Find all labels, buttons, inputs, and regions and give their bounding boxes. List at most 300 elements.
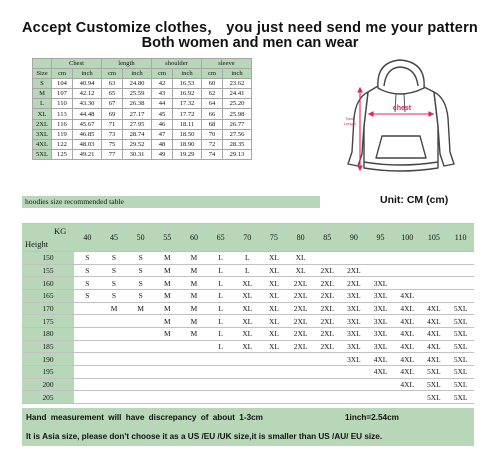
grid-cell: [154, 365, 181, 378]
size-chart-cell: 71: [102, 119, 123, 129]
size-chart-row: [33, 119, 252, 129]
grid-cell: 4XL: [394, 340, 421, 353]
grid-cell: XL: [261, 264, 288, 277]
size-chart-cell: 65: [102, 89, 123, 99]
size-chart-size: 4XL: [33, 139, 52, 149]
grid-cell: 4XL: [394, 302, 421, 315]
grid-cell: 2XL: [287, 340, 314, 353]
grid-cell: [181, 378, 208, 391]
kg-header-65: 65: [207, 224, 234, 252]
grid-cell: S: [74, 252, 101, 265]
grid-cell: 5XL: [447, 302, 474, 315]
kg-header-85: 85: [314, 224, 341, 252]
kg-header-45: 45: [101, 224, 128, 252]
grid-cell: M: [181, 277, 208, 290]
grid-cell: [127, 340, 154, 353]
grid-cell: XL: [287, 264, 314, 277]
grid-cell: S: [101, 264, 128, 277]
size-chart-unit: inch: [223, 69, 252, 79]
size-chart-cell: 67: [102, 99, 123, 109]
grid-cell: 4XL: [367, 365, 394, 378]
grid-cell: [287, 353, 314, 366]
size-chart-cell: 72: [202, 139, 223, 149]
grid-cell: 4XL: [421, 315, 448, 328]
grid-cell: L: [234, 252, 261, 265]
size-chart-cell: 68: [202, 119, 223, 129]
size-chart-cell: 66: [202, 109, 223, 119]
grid-cell: [154, 340, 181, 353]
size-chart-cell: 42: [152, 79, 173, 89]
size-chart-cell: 40.94: [73, 79, 102, 89]
grid-cell: [447, 252, 474, 265]
grid-cell: S: [74, 264, 101, 277]
note-measurement: Hand measurement will have discrepancy of about 1-3cm: [26, 413, 263, 422]
size-chart-cell: 28.35: [223, 139, 252, 149]
grid-cell: M: [181, 290, 208, 303]
grid-cell: 5XL: [447, 378, 474, 391]
grid-cell: 4XL: [421, 302, 448, 315]
grid-cell: [394, 252, 421, 265]
size-chart-cell: 46.85: [73, 129, 102, 139]
kg-header-110: 110: [447, 224, 474, 252]
size-chart-cell: 43.30: [73, 99, 102, 109]
size-chart-cell: 25.59: [123, 89, 152, 99]
size-chart-size: S: [33, 79, 52, 89]
chest-label: chest: [392, 105, 412, 112]
hoodie-illustration: [338, 56, 463, 178]
grid-cell: [234, 391, 261, 404]
grid-cell: [207, 365, 234, 378]
grid-cell: 3XL: [367, 302, 394, 315]
grid-cell: [74, 353, 101, 366]
kg-header-50: 50: [127, 224, 154, 252]
grid-cell: XL: [261, 277, 288, 290]
grid-cell: [314, 378, 341, 391]
grid-row: [22, 290, 474, 303]
size-chart-cell: 44: [152, 99, 173, 109]
grid-cell: 5XL: [447, 353, 474, 366]
size-chart-cell: 16.92: [173, 89, 202, 99]
grid-cell: [181, 391, 208, 404]
grid-cell: [154, 378, 181, 391]
recommended-table-banner: hoodies size recommended table: [22, 196, 320, 208]
height-value: 175: [22, 315, 74, 328]
grid-cell: 2XL: [287, 327, 314, 340]
size-chart-cell: 77: [102, 149, 123, 159]
size-chart-cell: 104: [52, 79, 73, 89]
kg-header-55: 55: [154, 224, 181, 252]
size-chart-cell: 23.62: [223, 79, 252, 89]
grid-cell: XL: [234, 315, 261, 328]
size-chart-cell: 17.72: [173, 109, 202, 119]
hoodie-pocket: [376, 136, 426, 158]
grid-cell: M: [154, 290, 181, 303]
size-chart-cell: 63: [102, 79, 123, 89]
grid-cell: L: [207, 315, 234, 328]
kg-header-100: 100: [394, 224, 421, 252]
size-chart-row: [33, 139, 252, 149]
size-chart-cell: 43: [152, 89, 173, 99]
grid-row: [22, 315, 474, 328]
size-chart-unit: inch: [173, 69, 202, 79]
grid-cell: 2XL: [314, 340, 341, 353]
grid-cell: 2XL: [287, 302, 314, 315]
grid-cell: [74, 391, 101, 404]
size-chart-unit: cm: [52, 69, 73, 79]
height-value: 195: [22, 365, 74, 378]
grid-cell: 4XL: [394, 290, 421, 303]
grid-cell: S: [127, 264, 154, 277]
grid-cell: 3XL: [341, 302, 368, 315]
grid-corner: [22, 224, 74, 252]
grid-cell: M: [154, 302, 181, 315]
height-value: 165: [22, 290, 74, 303]
grid-row: [22, 353, 474, 366]
grid-cell: 5XL: [421, 378, 448, 391]
unit-label: Unit: CM (cm): [380, 194, 449, 206]
grid-cell: S: [74, 277, 101, 290]
size-chart-table: [32, 58, 252, 160]
height-value: 185: [22, 340, 74, 353]
size-chart-cell: 116: [52, 119, 73, 129]
header-line-1: Accept Customize clothes， you just need send me your pattern: [22, 20, 478, 36]
size-chart-cell: 74: [202, 149, 223, 159]
grid-row: [22, 277, 474, 290]
grid-cell: [101, 378, 128, 391]
size-chart-cell: 70: [202, 129, 223, 139]
size-chart-cell: 28.74: [123, 129, 152, 139]
hoodie-hood: [378, 60, 424, 94]
kg-header-90: 90: [341, 224, 368, 252]
grid-cell: S: [127, 252, 154, 265]
height-label: Height: [25, 238, 49, 249]
size-chart-cell: 119: [52, 129, 73, 139]
grid-cell: [261, 365, 288, 378]
grid-cell: 2XL: [314, 264, 341, 277]
grid-cell: M: [127, 302, 154, 315]
grid-row: [22, 340, 474, 353]
kg-header-75: 75: [261, 224, 288, 252]
height-value: 150: [22, 252, 74, 265]
grid-cell: 2XL: [314, 290, 341, 303]
grid-cell: 4XL: [394, 365, 421, 378]
grid-cell: M: [181, 264, 208, 277]
kg-label: KG: [54, 225, 67, 236]
grid-cell: [207, 353, 234, 366]
grid-cell: L: [207, 252, 234, 265]
grid-cell: S: [101, 290, 128, 303]
size-chart-unit: cm: [202, 69, 223, 79]
grid-cell: 2XL: [314, 277, 341, 290]
grid-cell: 3XL: [367, 277, 394, 290]
size-chart-row: [33, 79, 252, 89]
grid-cell: [341, 252, 368, 265]
length-label: Total Length: [343, 116, 357, 126]
grid-cell: [127, 315, 154, 328]
size-chart-cell: 26.77: [223, 119, 252, 129]
grid-cell: [101, 353, 128, 366]
grid-cell: [74, 302, 101, 315]
height-value: 160: [22, 277, 74, 290]
grid-cell: [314, 252, 341, 265]
grid-cell: 3XL: [341, 327, 368, 340]
grid-cell: 4XL: [394, 378, 421, 391]
grid-cell: [447, 290, 474, 303]
size-chart-size: L: [33, 99, 52, 109]
grid-cell: S: [127, 277, 154, 290]
grid-cell: XL: [287, 252, 314, 265]
grid-row: [22, 252, 474, 265]
size-chart-cell: 30.31: [123, 149, 152, 159]
grid-cell: [127, 353, 154, 366]
grid-cell: S: [101, 277, 128, 290]
size-chart-cell: 44.48: [73, 109, 102, 119]
grid-cell: [101, 327, 128, 340]
grid-cell: M: [101, 302, 128, 315]
size-chart-unit: cm: [102, 69, 123, 79]
grid-cell: XL: [261, 302, 288, 315]
grid-cell: M: [154, 327, 181, 340]
grid-cell: 4XL: [421, 353, 448, 366]
size-chart-group-3: sleeve: [202, 59, 252, 69]
grid-cell: S: [127, 290, 154, 303]
grid-cell: XL: [261, 315, 288, 328]
grid-cell: S: [101, 252, 128, 265]
grid-cell: XL: [234, 302, 261, 315]
grid-cell: [127, 327, 154, 340]
grid-cell: 2XL: [287, 315, 314, 328]
size-chart-cell: 113: [52, 109, 73, 119]
grid-cell: [367, 264, 394, 277]
size-chart-cell: 110: [52, 99, 73, 109]
grid-cell: 2XL: [314, 315, 341, 328]
size-chart-cell: 62: [202, 89, 223, 99]
grid-cell: 4XL: [394, 353, 421, 366]
grid-cell: [261, 353, 288, 366]
size-chart-cell: 27.95: [123, 119, 152, 129]
kg-header-80: 80: [287, 224, 314, 252]
kg-header-70: 70: [234, 224, 261, 252]
grid-cell: L: [207, 302, 234, 315]
grid-cell: M: [154, 277, 181, 290]
size-chart-cell: 24.41: [223, 89, 252, 99]
size-chart-cell: 26.38: [123, 99, 152, 109]
grid-row: [22, 264, 474, 277]
grid-cell: XL: [234, 340, 261, 353]
grid-cell: [207, 391, 234, 404]
grid-cell: 5XL: [421, 365, 448, 378]
grid-cell: 4XL: [394, 315, 421, 328]
grid-cell: [101, 340, 128, 353]
header-line-2: Both women and men can wear: [141, 35, 359, 51]
grid-cell: [394, 264, 421, 277]
grid-cell: 3XL: [367, 290, 394, 303]
grid-cell: [447, 264, 474, 277]
kg-header-60: 60: [181, 224, 208, 252]
size-chart-group-2: shoulder: [152, 59, 202, 69]
grid-cell: 2XL: [287, 277, 314, 290]
grid-cell: [154, 391, 181, 404]
notes-panel: [22, 408, 474, 446]
size-chart-cell: 69: [102, 109, 123, 119]
grid-cell: XL: [261, 327, 288, 340]
size-chart-cell: 25.98: [223, 109, 252, 119]
grid-cell: M: [154, 315, 181, 328]
size-chart-cell: 60: [202, 79, 223, 89]
size-chart-cell: 29.52: [123, 139, 152, 149]
size-chart-row: [33, 99, 252, 109]
size-recommendation-grid: [22, 223, 474, 404]
grid-cell: [127, 391, 154, 404]
note-asia-size: It is Asia size, please don't choose it as a US /EU /UK size,it is smaller than US /AU/ EU size.: [26, 432, 383, 441]
size-chart-cell: 73: [102, 129, 123, 139]
size-chart-corner: [33, 59, 52, 69]
size-chart-size: 5XL: [33, 149, 52, 159]
size-chart-cell: 47: [152, 129, 173, 139]
size-chart-size: XL: [33, 109, 52, 119]
grid-cell: [314, 365, 341, 378]
grid-cell: 3XL: [367, 340, 394, 353]
grid-cell: M: [181, 315, 208, 328]
grid-cell: 3XL: [367, 315, 394, 328]
size-chart-cell: 107: [52, 89, 73, 99]
grid-cell: [287, 391, 314, 404]
size-chart-cell: 49: [152, 149, 173, 159]
grid-cell: 4XL: [367, 353, 394, 366]
size-chart-size: M: [33, 89, 52, 99]
grid-cell: [287, 365, 314, 378]
size-chart-cell: 45.67: [73, 119, 102, 129]
size-chart-cell: 64: [202, 99, 223, 109]
grid-cell: 5XL: [447, 340, 474, 353]
grid-cell: S: [74, 290, 101, 303]
size-chart-row: [33, 129, 252, 139]
grid-cell: L: [207, 264, 234, 277]
grid-cell: 4XL: [394, 327, 421, 340]
size-chart-cell: 125: [52, 149, 73, 159]
size-chart-size: 3XL: [33, 129, 52, 139]
grid-cell: [181, 365, 208, 378]
grid-cell: 3XL: [341, 290, 368, 303]
size-chart-unit: inch: [123, 69, 152, 79]
grid-cell: M: [181, 252, 208, 265]
grid-cell: 3XL: [341, 340, 368, 353]
grid-cell: L: [234, 264, 261, 277]
size-chart-cell: 46: [152, 119, 173, 129]
grid-cell: [261, 378, 288, 391]
size-chart-cell: 18.90: [173, 139, 202, 149]
grid-cell: [101, 391, 128, 404]
size-chart-cell: 18.50: [173, 129, 202, 139]
size-chart-cell: 48: [152, 139, 173, 149]
grid-cell: [421, 277, 448, 290]
grid-cell: XL: [234, 290, 261, 303]
size-chart-cell: 19.29: [173, 149, 202, 159]
grid-cell: XL: [234, 277, 261, 290]
grid-cell: 2XL: [314, 302, 341, 315]
size-chart-cell: 42.12: [73, 89, 102, 99]
grid-cell: [234, 365, 261, 378]
grid-cell: [74, 315, 101, 328]
grid-cell: 5XL: [421, 391, 448, 404]
grid-cell: [421, 290, 448, 303]
grid-cell: 2XL: [314, 327, 341, 340]
grid-cell: 4XL: [421, 327, 448, 340]
grid-cell: [74, 365, 101, 378]
grid-cell: [234, 378, 261, 391]
grid-cell: 5XL: [447, 315, 474, 328]
grid-cell: [341, 365, 368, 378]
grid-cell: L: [207, 277, 234, 290]
size-chart-cell: 27.17: [123, 109, 152, 119]
height-value: 155: [22, 264, 74, 277]
size-chart-cell: 17.32: [173, 99, 202, 109]
grid-cell: [127, 365, 154, 378]
kg-header-40: 40: [74, 224, 101, 252]
size-chart-cell: 16.53: [173, 79, 202, 89]
grid-cell: [207, 378, 234, 391]
grid-cell: L: [207, 340, 234, 353]
grid-cell: L: [207, 290, 234, 303]
grid-cell: [287, 378, 314, 391]
grid-cell: 3XL: [341, 315, 368, 328]
size-chart-unit: inch: [73, 69, 102, 79]
size-chart-unit: cm: [152, 69, 173, 79]
grid-cell: 2XL: [341, 264, 368, 277]
height-value: 180: [22, 327, 74, 340]
grid-cell: [367, 391, 394, 404]
grid-cell: [314, 353, 341, 366]
size-chart-cell: 27.56: [223, 129, 252, 139]
size-chart-size: 2XL: [33, 119, 52, 129]
height-value: 190: [22, 353, 74, 366]
size-chart-cell: 24.80: [123, 79, 152, 89]
grid-cell: M: [181, 327, 208, 340]
grid-cell: XL: [261, 290, 288, 303]
size-chart-cell: 25.20: [223, 99, 252, 109]
grid-cell: [314, 391, 341, 404]
grid-cell: [394, 391, 421, 404]
grid-row: [22, 327, 474, 340]
grid-cell: 2XL: [341, 277, 368, 290]
size-column-header: Size: [33, 69, 52, 79]
grid-cell: [234, 353, 261, 366]
grid-row: [22, 378, 474, 391]
kg-header-105: 105: [421, 224, 448, 252]
grid-cell: [127, 378, 154, 391]
height-value: 170: [22, 302, 74, 315]
size-chart-row: [33, 109, 252, 119]
grid-cell: L: [207, 327, 234, 340]
size-chart-row: [33, 89, 252, 99]
size-chart-group-0: Chest: [52, 59, 102, 69]
size-chart-row: [33, 149, 252, 159]
grid-cell: [261, 391, 288, 404]
grid-cell: [181, 340, 208, 353]
grid-cell: [394, 277, 421, 290]
grid-cell: [74, 378, 101, 391]
grid-row: [22, 302, 474, 315]
grid-cell: 2XL: [287, 290, 314, 303]
grid-cell: 5XL: [447, 327, 474, 340]
grid-cell: [447, 277, 474, 290]
grid-cell: [101, 315, 128, 328]
grid-cell: [367, 252, 394, 265]
grid-cell: [341, 378, 368, 391]
grid-cell: [341, 391, 368, 404]
size-chart-cell: 29.13: [223, 149, 252, 159]
grid-cell: [421, 264, 448, 277]
